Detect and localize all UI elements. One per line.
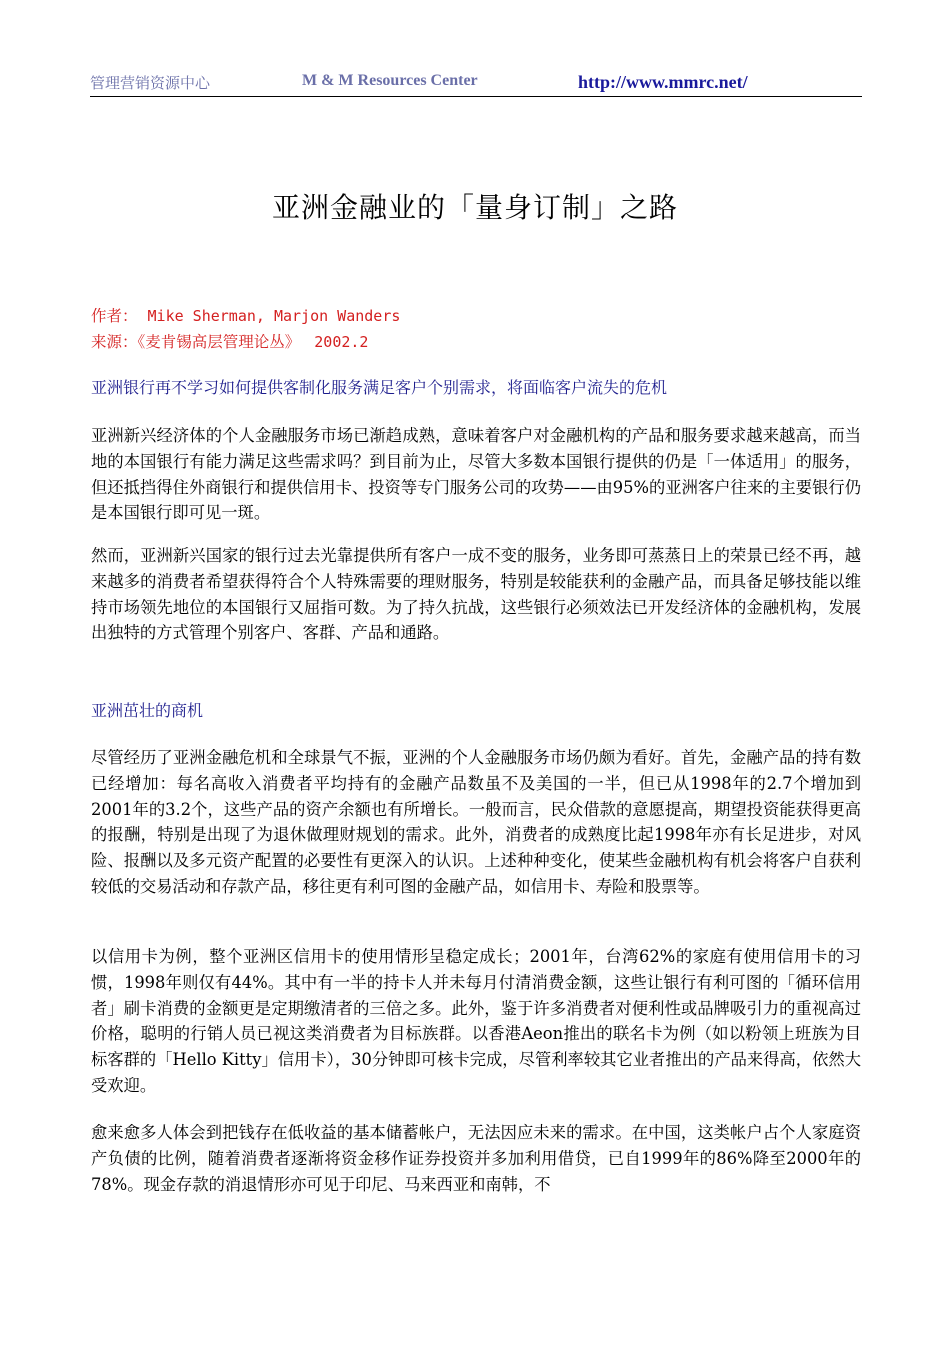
header-org-en: M & M Resources Center bbox=[302, 72, 478, 89]
paragraph: 尽管经历了亚洲金融危机和全球景气不振，亚洲的个人金融服务市场仍颇为看好。首先，金融产品的持有数已经增加：每名高收入消费者平均持有的金融产品数虽不及美国的一半，但已从1998年的2.7个增加到2001年的3.2个，这些产品的资产余额也有所增长。一般而言，民众借款的意愿提高，期望投资能获得更高的报酬，特别是出现了为退休做理财规划的需求。此外，消费者的成熟度比起1998年亦有长足进步，对风险、报酬以及多元资产配置的必要性有更深入的认识。上述种种变化，使某些金融机构有机会将客户自获利较低的交易活动和存款产品，移往更有利可图的金融产品，如信用卡、寿险和股票等。 bbox=[91, 748, 861, 896]
author-names: Mike Sherman, Marjon Wanders bbox=[147, 307, 401, 325]
header-org-cn: 管理营销资源中心 bbox=[90, 74, 211, 92]
author-label: 作者： bbox=[91, 307, 138, 325]
lead-sentence: 亚洲银行再不学习如何提供客制化服务满足客户个别需求，将面临客户流失的危机 bbox=[91, 378, 668, 397]
paragraph: 愈来愈多人体会到把钱存在低收益的基本储蓄帐户，无法因应未来的需求。在中国，这类帐户占个人家庭资产负债的比例，随着消费者逐渐将资金移作证券投资并多加利用借贷，已自1999年的86%降至2000年的78%。现金存款的消退情形亦可见于印尼、马来西亚和南韩，不 bbox=[91, 1123, 861, 1194]
section-heading: 亚洲茁壮的商机 bbox=[91, 701, 204, 720]
author-line bbox=[91, 304, 861, 326]
source-line bbox=[91, 330, 861, 352]
source-label: 来源： bbox=[91, 333, 138, 351]
page-header bbox=[90, 70, 862, 97]
paragraph: 亚洲新兴经济体的个人金融服务市场已渐趋成熟，意味着客户对金融机构的产品和服务要求越来越高，而当地的本国银行有能力满足这些需求吗？到目前为止，尽管大多数本国银行提供的仍是「一体适用」的服务，但还抵挡得住外商银行和提供信用卡、投资等专门服务公司的攻势——由95%的亚洲客户往来的主要银行仍是本国银行即可见一斑。 bbox=[91, 426, 861, 523]
paragraph: 然而，亚洲新兴国家的银行过去光靠提供所有客户一成不变的服务，业务即可蒸蒸日上的荣景已经不再，越来越多的消费者希望获得符合个人特殊需要的理财服务，特别是较能获利的金融产品，而具备足够技能以维持市场领先地位的本国银行又屈指可数。为了持久抗战，这些银行必须效法已开发经济体的金融机构，发展出独特的方式管理个别客户、客群、产品和通路。 bbox=[91, 546, 861, 643]
document-title: 亚洲金融业的「量身订制」之路 bbox=[271, 191, 678, 224]
header-url-link[interactable]: http://www.mmrc.net/ bbox=[578, 72, 748, 92]
source-issue: 2002.2 bbox=[314, 333, 369, 351]
paragraph: 以信用卡为例，整个亚洲区信用卡的使用情形呈稳定成长；2001年，台湾62%的家庭有使用信用卡的习惯，1998年则仅有44%。其中有一半的持卡人并未每月付清消费金额，这些让银行有利可图的「循环信用者」刷卡消费的金额更是定期缴清者的三倍之多。此外，鉴于许多消费者对便利性或品牌吸引力的重视高过价格，聪明的行销人员已视这类消费者为目标族群。以香港Aeon推出的联名卡为例（如以粉领上班族为目标客群的「Hello Kitty」信用卡），30分钟即可核卡完成，尽管利率较其它业者推出的产品来得高，依然大受欢迎。 bbox=[91, 947, 861, 1095]
source-name: 《麦肯锡高层管理论丛》 bbox=[137, 333, 301, 351]
